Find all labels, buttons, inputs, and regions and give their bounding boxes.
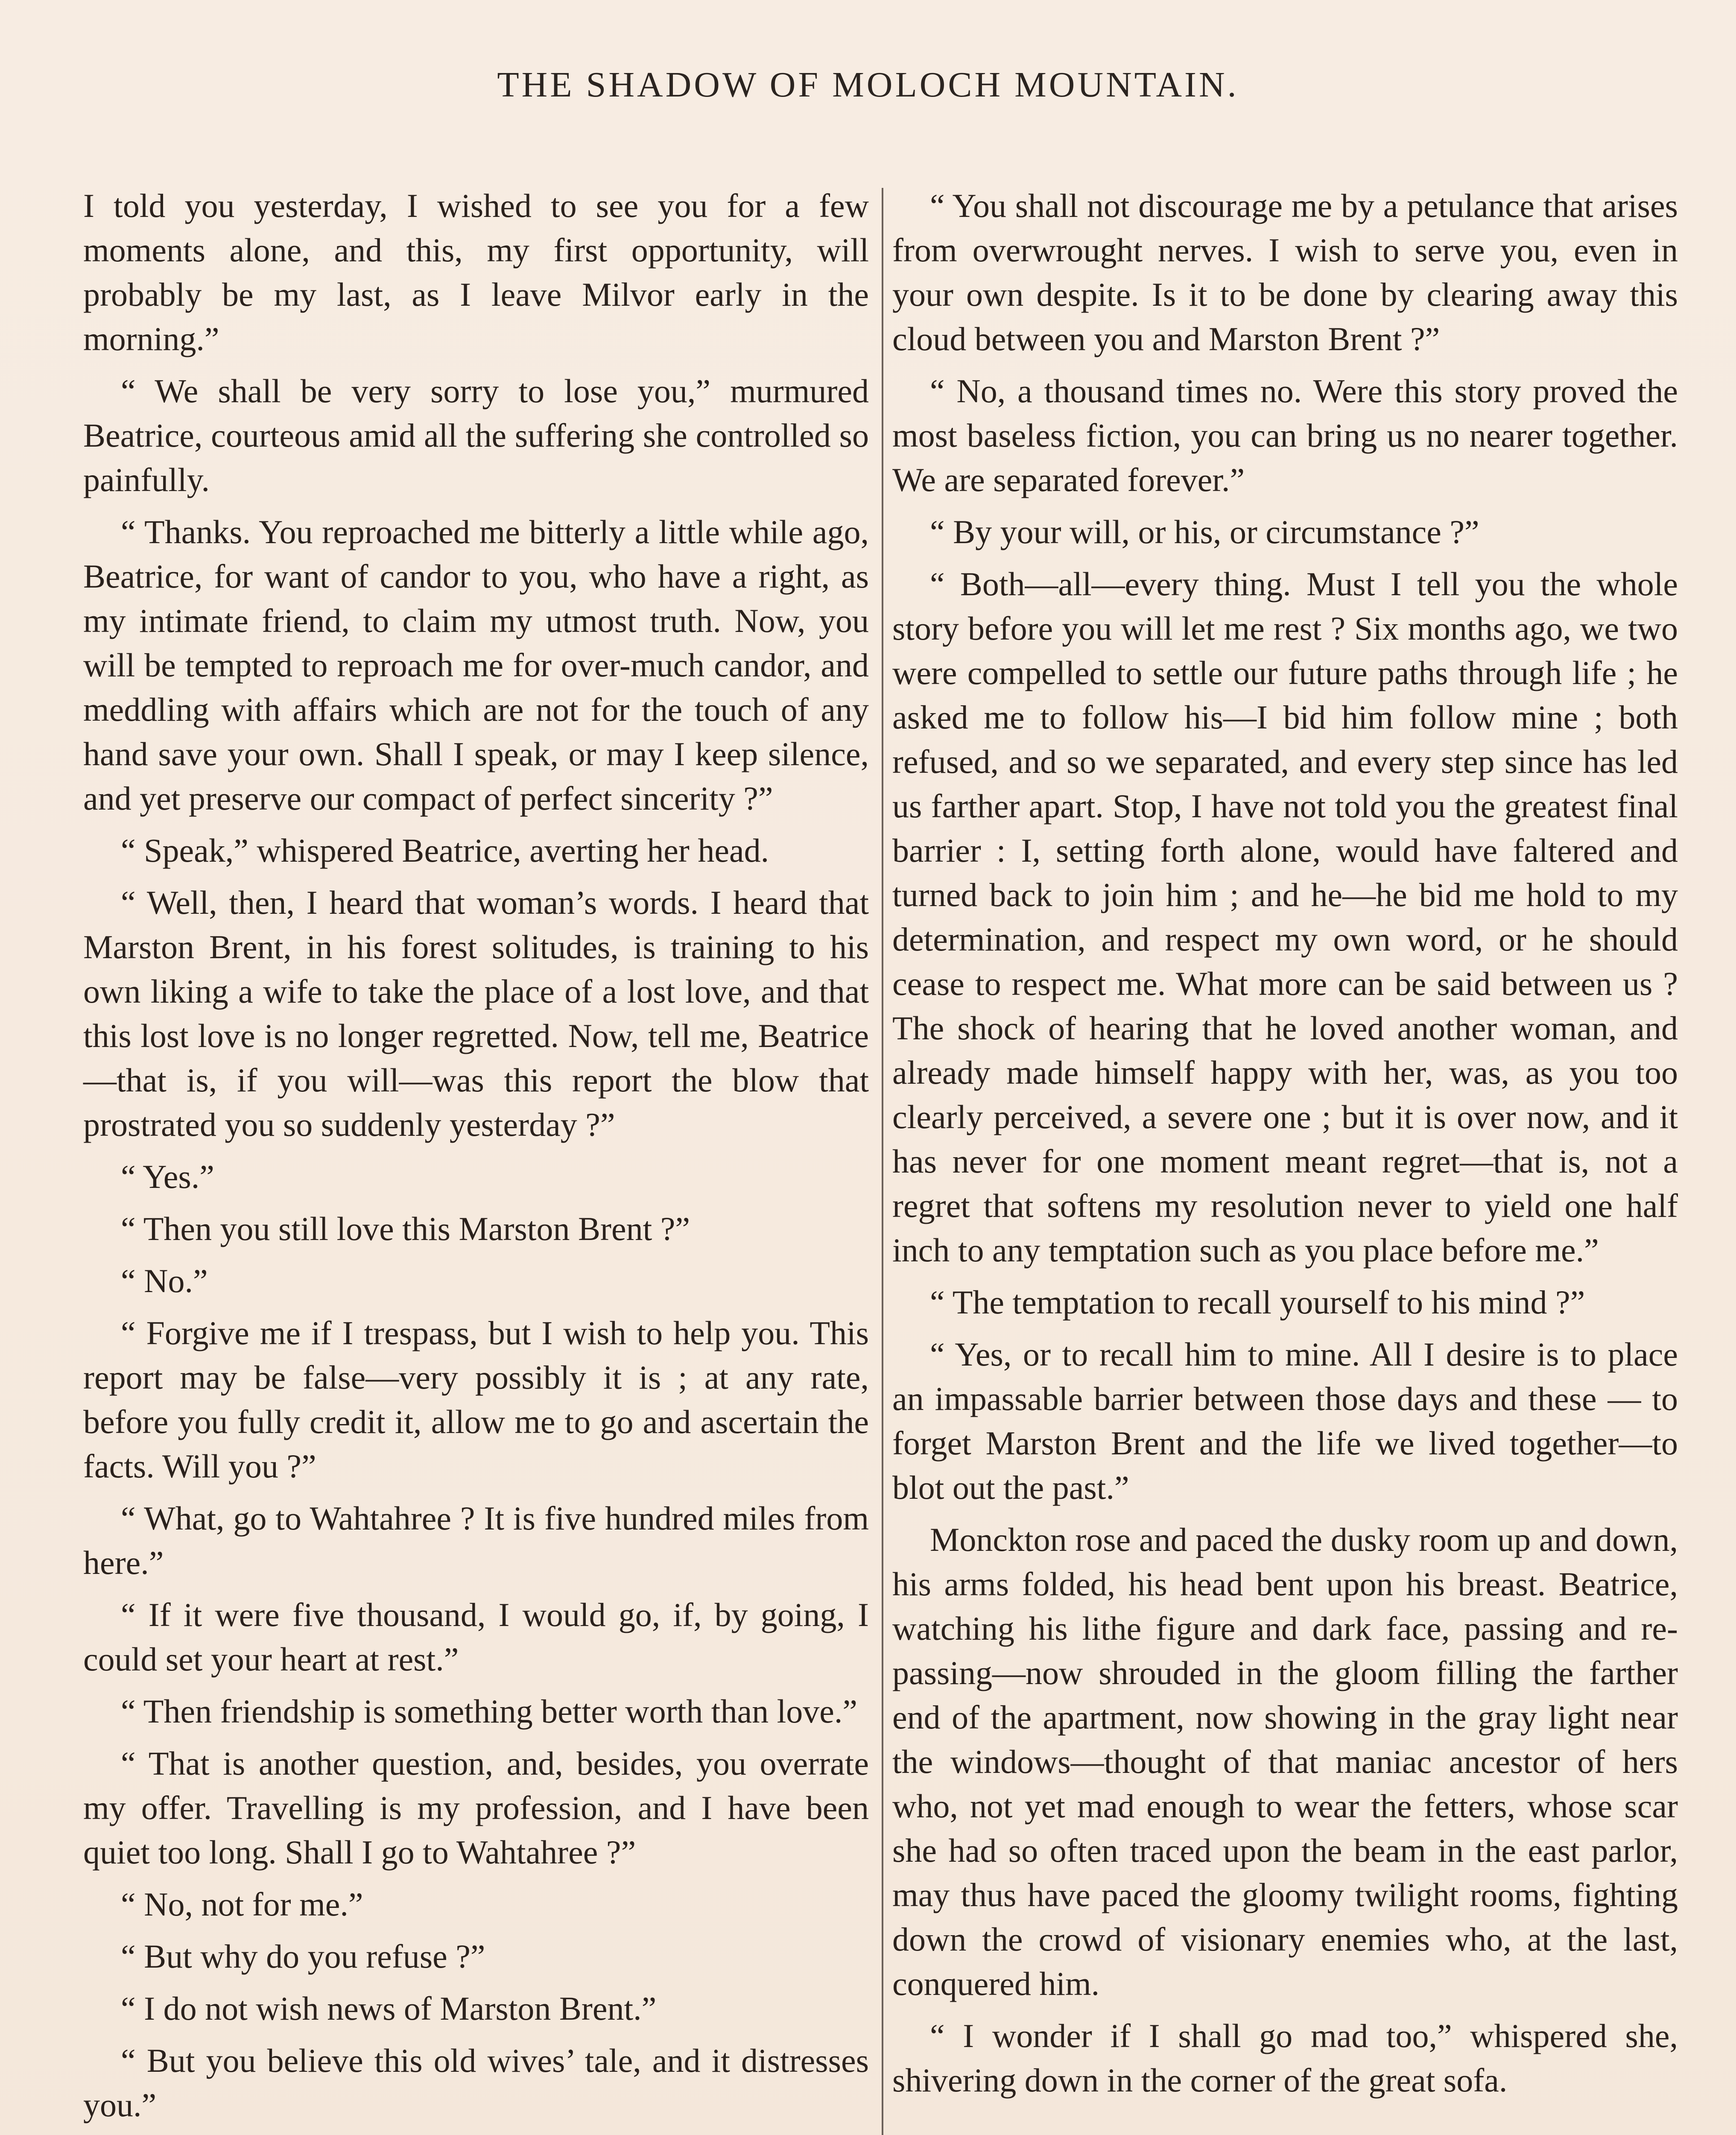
right-column: [892, 184, 1678, 2110]
paragraph: “ No.”: [121, 1262, 208, 1299]
paragraph: Monckton rose and paced the dusky room up and down, his arms folded, his head bent upon his breast. Beatrice, watching his lithe figure and dark face, passing and re-passing—now shrouded in the gloom filling the farther end of the apartment, now showing in the gray light near the windows—thought of that maniac ancestor of hers who, not yet mad enough to wear the fetters, whose scar she had so often traced upon the beam in the east parlor, may thus have paced the gloomy twilight rooms, fighting down the crowd of visionary enemies who, at the last, conquered him.: [892, 1521, 1678, 2002]
paragraph: “ You shall not discourage me by a petulance that arises from overwrought nerves. I wish to serve you, even in your own despite. Is it to be done by clearing away this cloud between you and Marston Brent ?”: [892, 187, 1678, 357]
paragraph: “ Then you still love this Marston Brent ?”: [121, 1210, 690, 1247]
paragraph: “ Yes, or to recall him to mine. All I desire is to place an impassable barrier between those days and these — to forget Marston Brent and the life we lived together—to blot out the past.”: [892, 1336, 1678, 1506]
paragraph: “ Yes.”: [121, 1158, 214, 1195]
paragraph: “ Speak,” whispered Beatrice, averting her head.: [121, 832, 769, 869]
paragraph: “ But you believe this old wives’ tale, and it distresses you.”: [83, 2042, 869, 2123]
paragraph: “ The temptation to recall yourself to his mind ?”: [930, 1284, 1585, 1321]
paragraph: “ What, go to Wahtahree ? It is five hundred miles from here.”: [83, 1500, 869, 1581]
paragraph: “ I do not wish news of Marston Brent.”: [121, 1990, 657, 2027]
paragraph: “ But why do you refuse ?”: [121, 1938, 485, 1975]
paragraph: “ That is another question, and, besides, you overrate my offer. Travelling is my profession, and I have been quiet too long. Shall I go to Wahtahree ?”: [83, 1745, 869, 1871]
running-title: THE SHADOW OF MOLOCH MOUNTAIN.: [497, 65, 1239, 105]
paragraph: “ We shall be very sorry to lose you,” murmured Beatrice, courteous amid all the suffering she controlled so painfully.: [83, 372, 869, 498]
paragraph: “ No, not for me.”: [121, 1886, 363, 1923]
paragraph: “ I wonder if I shall go mad too,” whispered she, shivering down in the corner of the great sofa.: [892, 2017, 1678, 2099]
paragraph: “ Thanks. You reproached me bitterly a little while ago, Beatrice, for want of candor to you, who have a right, as my intimate friend, to claim my utmost truth. Now, you will be tempted to reproach me for over-much candor, and meddling with affairs which are not for the touch of any hand save your own. Shall I speak, or may I keep silence, and yet preserve our compact of perfect sincerity ?”: [83, 513, 869, 817]
paragraph: “ No, a thousand times no. Were this story proved the most baseless fiction, you can bring us no nearer together. We are separated forever.”: [892, 372, 1678, 498]
paragraph: I told you yesterday, I wished to see you for a few moments alone, and this, my first opportunity, will probably be my last, as I leave Milvor early in the morning.”: [83, 187, 869, 357]
left-column: [83, 184, 869, 2135]
paragraph: “ By your will, or his, or circumstance ?”: [930, 513, 1479, 550]
paragraph: “ Both—all—every thing. Must I tell you the whole story before you will let me rest ? Six months ago, we two were compelled to settle our future paths through life ; he asked me to follow his—I bid him follow mine ; both refused, and so we separated, and every step since has led us farther apart. Stop, I have not told you the greatest final barrier : I, setting forth alone, would have faltered and turned back to join him ; and he—he bid me hold to my determination, and respect my own word, or he should cease to respect me. What more can be said between us ? The shock of hearing that he loved another woman, and already made himself happy with her, was, as you too clearly perceived, a severe one ; but it is over now, and it has never for one moment meant regret—that is, not a regret that softens my resolution never to yield one half inch to any temptation such as you place before me.”: [892, 565, 1678, 1269]
paragraph: “ If it were five thousand, I would go, if, by going, I could set your heart at rest.”: [83, 1596, 869, 1678]
paragraph: “ Forgive me if I trespass, but I wish to help you. This report may be false—very possibly it is ; at any rate, before you fully credit it, allow me to go and ascertain the facts. Will you ?”: [83, 1314, 869, 1485]
column-divider: [882, 188, 883, 2135]
paragraph: “ Well, then, I heard that woman’s words. I heard that Marston Brent, in his forest solitudes, is training to his own liking a wife to take the place of a lost love, and that this lost love is no longer regretted. Now, tell me, Beatrice—that is, if you will—was this report the blow that prostrated you so suddenly yesterday ?”: [83, 884, 869, 1143]
paragraph: “ Then friendship is something better worth than love.”: [121, 1693, 857, 1730]
